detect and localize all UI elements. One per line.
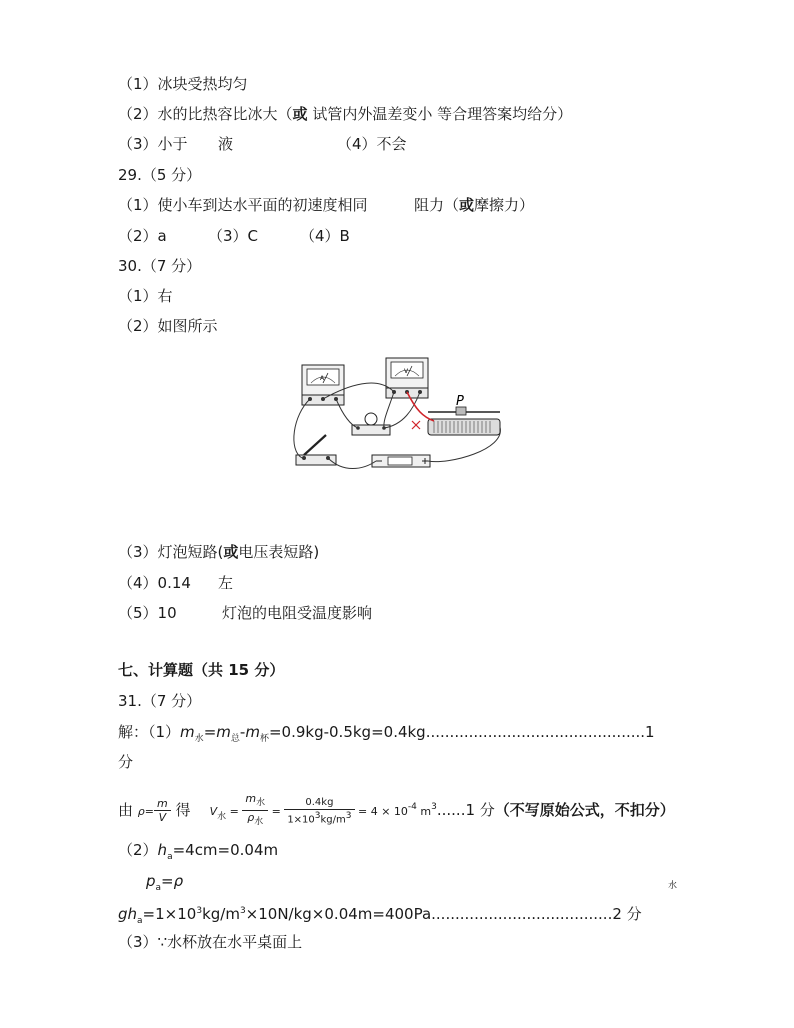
q30-answer-1: （1）右: [118, 287, 173, 305]
q28-answer-2: [118, 104, 572, 124]
q31-line-1: [118, 722, 655, 749]
q28-answer-4: （4）不会: [337, 135, 407, 153]
q30-answer-3-post: 电压表短路): [238, 543, 320, 561]
q29-answer-1b-bold: 或: [459, 196, 475, 214]
q29-answer-4: （4）B: [300, 227, 350, 245]
q29-answer-1b: [414, 195, 534, 215]
q31-line-5-rest1: =1×10: [142, 905, 197, 923]
q30-answer-2: （2）如图所示: [118, 317, 218, 335]
q31-frac3-den-unit: kg/m: [320, 813, 346, 825]
q31-sub-water: 水: [194, 734, 204, 744]
q31-frac-den: V: [158, 811, 167, 825]
q31-result-exp: -4: [407, 802, 417, 813]
q29-answer-1b-pre: 阻力（: [414, 196, 460, 214]
ammeter-label: A: [320, 375, 325, 382]
q29-answer-3: （3）C: [208, 227, 259, 245]
battery-icon: [372, 455, 430, 467]
q31-p-eq: =ρ: [161, 872, 184, 890]
q31-line-4: [146, 871, 183, 898]
q30-answer-3-bold: 或: [223, 543, 239, 561]
q29-answer-1b-post: 摩擦力）: [474, 196, 535, 214]
q31-sub-cup: 杯: [259, 734, 269, 744]
q31-line-1-pre: 解：（1）: [118, 723, 181, 741]
q30-answer-4-value: 左: [218, 574, 234, 592]
q31-V: V: [209, 805, 218, 819]
q31-m-cup: m: [245, 723, 260, 741]
q31-line-5-rest3: ×10N/kg×0.04m=400Pa......................................2 分: [245, 905, 642, 923]
q28-answer-2-bold: 或: [292, 105, 308, 123]
q31-title: 31.（7 分）: [118, 692, 202, 710]
q31-line-1-cont: 分: [118, 753, 134, 771]
q28-answer-3-value: 液: [218, 135, 234, 153]
q31-frac2-num-sub: 水: [256, 798, 266, 809]
q31-line-6: （3）∵水杯放在水平桌面上: [118, 933, 303, 951]
q31-line-3-pre: （2）: [118, 841, 158, 859]
q31-frac2-num: m: [245, 792, 257, 805]
q31-minus: -: [239, 723, 246, 741]
q28-answer-2-post: 试管内外温差变小 等合理答案均给分）: [307, 105, 573, 123]
q28-answer-3-label: （3）小于: [118, 135, 188, 153]
q31-note: （不写原始公式，不扣分）: [494, 801, 675, 820]
voltmeter-label: V: [404, 368, 409, 375]
q31-m-water: m: [180, 723, 195, 741]
q31-gh: gh: [118, 905, 138, 923]
q31-p-sub: a: [155, 883, 162, 893]
q31-sub-total: 总: [230, 734, 240, 744]
q31-m-total: m: [216, 723, 231, 741]
q30-answer-5-value: 灯泡的电阻受温度影响: [222, 604, 373, 622]
q31-line-5: [118, 901, 642, 931]
q31-frac2-den-sub: 水: [254, 817, 264, 828]
q31-line-3-rest: =4cm=0.04m: [172, 841, 279, 859]
q31-frac3-den-unit-exp: 3: [345, 810, 352, 821]
q29-answer-1: （1）使小车到达水平面的初速度相同: [118, 196, 368, 214]
q29-title: 29.（5 分）: [118, 166, 202, 184]
q31-eq: =: [203, 723, 217, 741]
q31-frac-num: m: [154, 797, 171, 811]
q31-line-2: 由 ρ= $\frac{m}{V}$ 得 $V_水$ = $\frac{m_水}{\rho_水}$ = $\frac{0.4kg}{1\times 10^3kg/m^3}$ = $4 \times 10^{-4}$ $m^3......1$ 分（不写原始公式，不扣分）: [118, 792, 675, 828]
q31-frac3-den-exp: 3: [314, 810, 321, 821]
q29-answer-2: （2）a: [118, 227, 167, 245]
q31-de: 得: [175, 801, 191, 820]
q28-answer-2-pre: （2）水的比热容比冰大（: [118, 105, 293, 123]
q31-gh-sub: a: [137, 916, 143, 926]
q31-h: h: [157, 841, 168, 859]
q31-score: ......1 分: [436, 801, 495, 820]
slider-label: P: [456, 394, 464, 409]
q30-answer-3: [118, 542, 319, 562]
q31-line-3: [118, 840, 278, 867]
q30-title: 30.（7 分）: [118, 257, 202, 275]
q31-line-4-sub-water: 水: [668, 881, 678, 891]
q28-answer-1: （1）冰块受热均匀: [118, 75, 248, 93]
cross-mark-icon: [412, 421, 420, 429]
q30-answer-3-pre: （3）灯泡短路(: [118, 543, 224, 561]
q31-V-sub: 水: [217, 812, 227, 823]
q31-you: 由: [118, 801, 134, 820]
q30-answer-5-label: （5）10: [118, 604, 177, 622]
q30-answer-4-label: （4）0.14: [118, 574, 191, 592]
q31-frac2-den: ρ: [247, 811, 255, 825]
q31-result-unit: m: [420, 805, 432, 819]
q31-p: p: [146, 872, 156, 890]
q31-line-1-rest: =0.9kg-0.5kg=0.4kg..............................................1: [268, 723, 655, 741]
q31-line-5-rest2: kg/m: [202, 905, 240, 923]
q31-rho: ρ: [137, 805, 145, 819]
q31-result-unit-exp: 3: [431, 802, 437, 813]
q31-h-sub: a: [167, 852, 173, 862]
q31-result: = 4 × 10: [358, 805, 408, 819]
q31-line-5-exp1: 3: [196, 906, 203, 916]
q31-frac3-num: 0.4kg: [284, 796, 354, 810]
circuit-diagram: [288, 355, 508, 480]
q31-line-5-exp2: 3: [239, 906, 246, 916]
section-title: 七、计算题（共 15 分）: [118, 661, 285, 679]
rheostat-icon: [428, 394, 500, 435]
q31-frac3-den: 1×10: [287, 813, 315, 825]
